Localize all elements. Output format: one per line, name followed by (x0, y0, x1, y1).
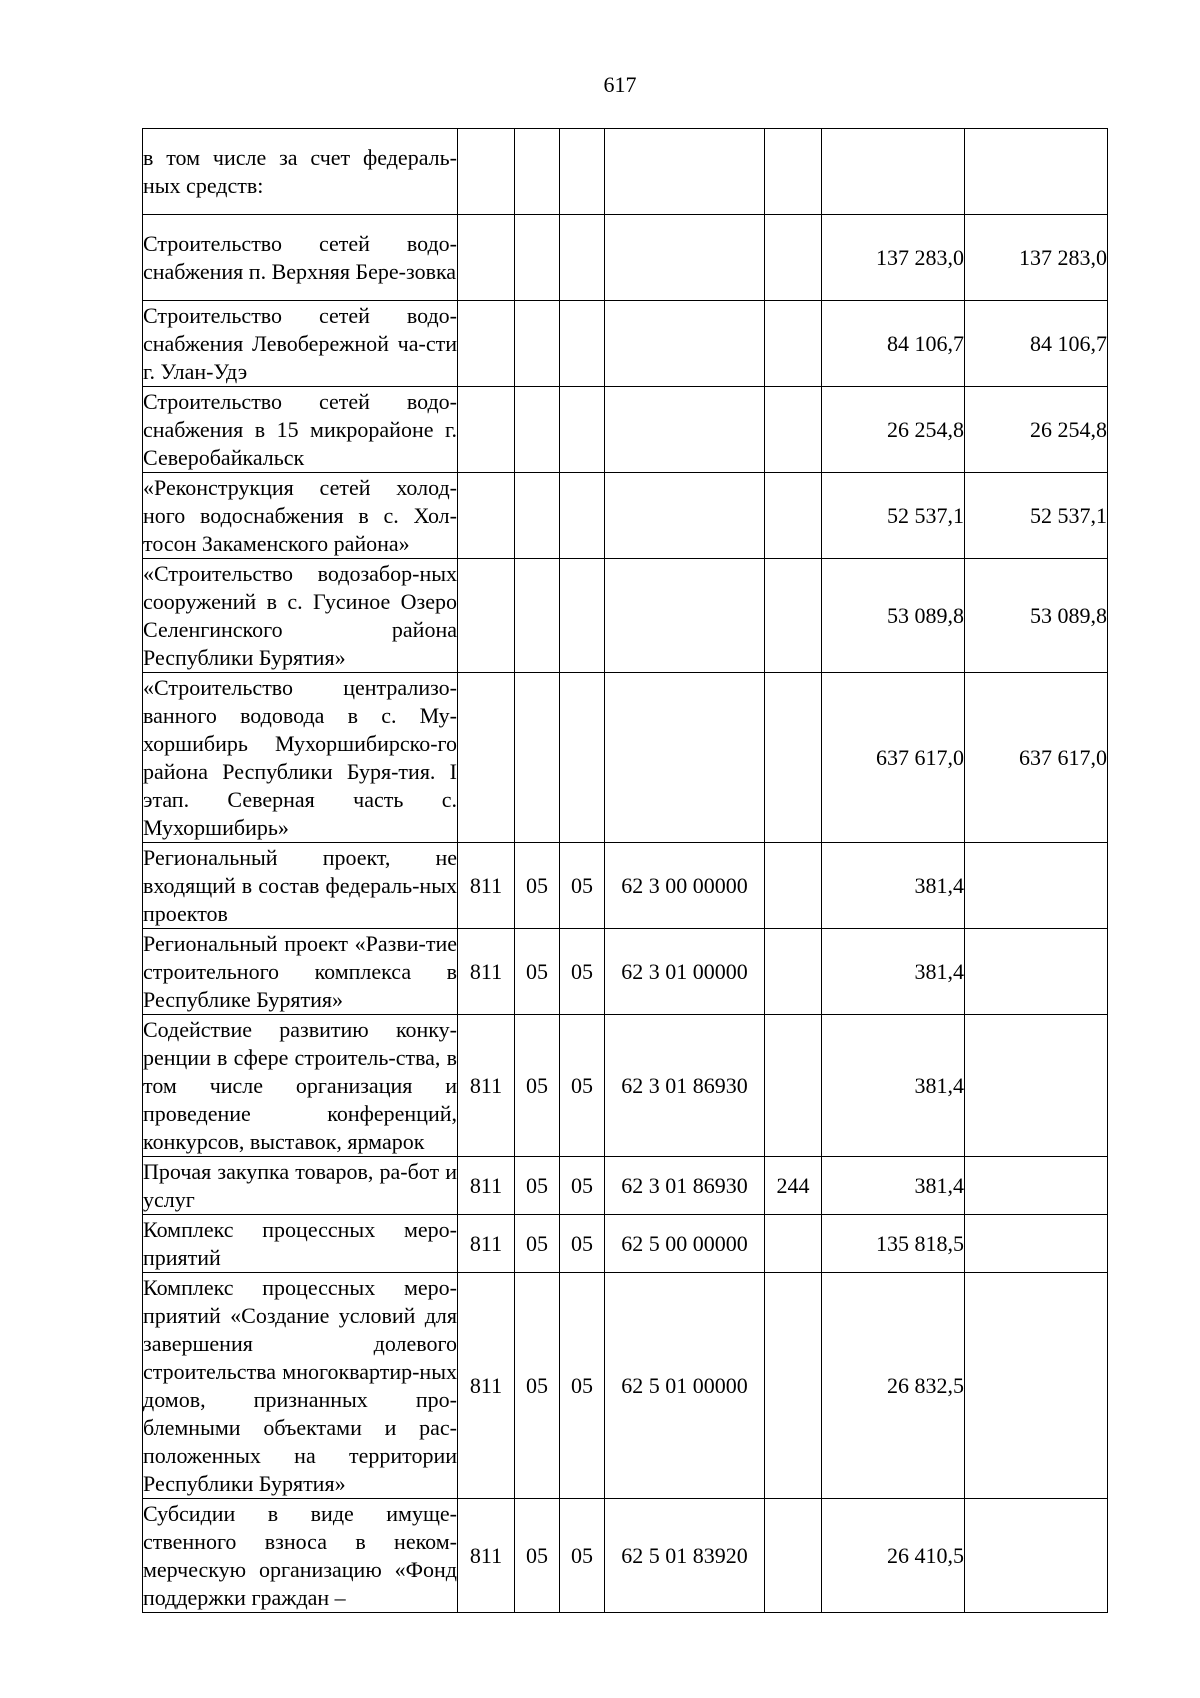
cell-item-name (143, 1273, 458, 1499)
cell-subsection: 05 (560, 929, 605, 1015)
cell-target-article (605, 215, 765, 301)
cell-item-name (143, 1499, 458, 1613)
cell-grbs: 811 (458, 1499, 515, 1613)
cell-expense-type (765, 1215, 822, 1273)
cell-subsection: 05 (560, 1157, 605, 1215)
cell-amount-1: 26 254,8 (822, 387, 965, 473)
cell-section (515, 473, 560, 559)
cell-target-article: 62 3 01 86930 (605, 1015, 765, 1157)
cell-item-name (143, 215, 458, 301)
cell-amount-1 (822, 129, 965, 215)
cell-item-name (143, 1157, 458, 1215)
cell-item-name (143, 1215, 458, 1273)
cell-section (515, 673, 560, 843)
cell-section: 05 (515, 1215, 560, 1273)
cell-target-article (605, 559, 765, 673)
cell-target-article: 62 5 00 00000 (605, 1215, 765, 1273)
item-name-text: Региональный проект, не входящий в состав федераль-ных проектов (143, 844, 457, 926)
item-name-text: «Реконструкция сетей холод-ного водоснабжения в с. Хол-тосон Закаменского района» (143, 474, 457, 556)
cell-section: 05 (515, 1499, 560, 1613)
item-name-text: в том числе за счет федераль-ных средств: (143, 144, 457, 198)
cell-amount-2: 26 254,8 (965, 387, 1108, 473)
cell-target-article (605, 129, 765, 215)
cell-expense-type (765, 301, 822, 387)
cell-section: 05 (515, 929, 560, 1015)
cell-amount-1: 26 832,5 (822, 1273, 965, 1499)
cell-expense-type (765, 215, 822, 301)
cell-grbs: 811 (458, 1215, 515, 1273)
cell-item-name (143, 559, 458, 673)
cell-subsection (560, 387, 605, 473)
table-row (143, 1157, 1108, 1215)
table-row (143, 1499, 1108, 1613)
cell-subsection (560, 673, 605, 843)
cell-grbs: 811 (458, 1157, 515, 1215)
cell-subsection (560, 559, 605, 673)
cell-amount-1: 381,4 (822, 929, 965, 1015)
cell-expense-type (765, 1499, 822, 1613)
cell-target-article: 62 3 00 00000 (605, 843, 765, 929)
cell-target-article: 62 3 01 00000 (605, 929, 765, 1015)
cell-item-name (143, 129, 458, 215)
cell-amount-2 (965, 1157, 1108, 1215)
cell-amount-1: 381,4 (822, 1015, 965, 1157)
table-row (143, 1273, 1108, 1499)
cell-subsection (560, 301, 605, 387)
item-name-text: Содействие развитию конку-ренции в сфере строитель-ства, в том числе организация и проведение конференций, конкурсов, выставок, ярмарок (143, 1016, 457, 1154)
table-row (143, 129, 1108, 215)
cell-amount-2 (965, 843, 1108, 929)
cell-target-article (605, 473, 765, 559)
cell-item-name (143, 843, 458, 929)
table-body (143, 129, 1108, 1613)
table-row (143, 929, 1108, 1015)
cell-grbs (458, 673, 515, 843)
cell-grbs (458, 473, 515, 559)
item-name-text: «Строительство водозабор-ных сооружений в с. Гусиное Озеро Селенгинского района Республики Бурятия» (143, 560, 457, 670)
cell-target-article: 62 3 01 86930 (605, 1157, 765, 1215)
cell-item-name (143, 929, 458, 1015)
cell-section (515, 129, 560, 215)
table-row (143, 673, 1108, 843)
cell-subsection: 05 (560, 843, 605, 929)
cell-grbs (458, 129, 515, 215)
cell-amount-2 (965, 1015, 1108, 1157)
cell-grbs (458, 559, 515, 673)
cell-amount-2: 53 089,8 (965, 559, 1108, 673)
cell-target-article (605, 301, 765, 387)
cell-amount-1: 53 089,8 (822, 559, 965, 673)
cell-target-article (605, 673, 765, 843)
cell-section (515, 301, 560, 387)
table-row (143, 387, 1108, 473)
cell-amount-2 (965, 1215, 1108, 1273)
table-row (143, 1015, 1108, 1157)
cell-amount-1: 137 283,0 (822, 215, 965, 301)
cell-section: 05 (515, 1157, 560, 1215)
cell-amount-1: 381,4 (822, 843, 965, 929)
table-row (143, 843, 1108, 929)
cell-expense-type (765, 473, 822, 559)
cell-amount-2 (965, 1273, 1108, 1499)
cell-grbs: 811 (458, 843, 515, 929)
table-row (143, 1215, 1108, 1273)
item-name-text: Субсидии в виде имуще-ственного взноса в неком-мерческую организацию «Фонд поддержки граждан – (143, 1500, 457, 1610)
cell-expense-type (765, 843, 822, 929)
cell-grbs: 811 (458, 929, 515, 1015)
table-row (143, 301, 1108, 387)
cell-section (515, 559, 560, 673)
cell-target-article: 62 5 01 00000 (605, 1273, 765, 1499)
cell-grbs (458, 215, 515, 301)
cell-subsection: 05 (560, 1499, 605, 1613)
cell-item-name (143, 673, 458, 843)
cell-amount-1: 84 106,7 (822, 301, 965, 387)
cell-section (515, 387, 560, 473)
cell-amount-2: 637 617,0 (965, 673, 1108, 843)
cell-subsection (560, 215, 605, 301)
cell-amount-1: 637 617,0 (822, 673, 965, 843)
cell-amount-2 (965, 1499, 1108, 1613)
item-name-text: Строительство сетей водо-снабжения п. Верхняя Бере-зовка (143, 230, 457, 284)
budget-table (142, 128, 1108, 1613)
cell-expense-type (765, 387, 822, 473)
cell-section: 05 (515, 1273, 560, 1499)
cell-expense-type (765, 673, 822, 843)
cell-item-name (143, 473, 458, 559)
cell-amount-1: 26 410,5 (822, 1499, 965, 1613)
item-name-text: «Строительство централизо-ванного водовода в с. Му-хоршибирь Мухоршибирско-го района Республики Буря-тия. I этап. Северная часть с. Мухоршибирь» (143, 674, 457, 840)
cell-target-article (605, 387, 765, 473)
cell-subsection (560, 129, 605, 215)
table-row (143, 215, 1108, 301)
item-name-text: Региональный проект «Разви-тие строительного комплекса в Республике Бурятия» (143, 930, 457, 1012)
cell-amount-2: 84 106,7 (965, 301, 1108, 387)
cell-item-name (143, 387, 458, 473)
cell-expense-type (765, 129, 822, 215)
cell-expense-type (765, 1273, 822, 1499)
cell-section (515, 215, 560, 301)
cell-amount-2: 52 537,1 (965, 473, 1108, 559)
item-name-text: Строительство сетей водо-снабжения в 15 микрорайоне г. Северобайкальск (143, 388, 457, 470)
cell-grbs (458, 387, 515, 473)
cell-amount-2 (965, 129, 1108, 215)
cell-grbs: 811 (458, 1015, 515, 1157)
item-name-text: Комплекс процессных меро-приятий (143, 1216, 457, 1270)
page-number: 617 (603, 72, 637, 97)
cell-expense-type: 244 (765, 1157, 822, 1215)
cell-target-article: 62 5 01 83920 (605, 1499, 765, 1613)
cell-expense-type (765, 1015, 822, 1157)
cell-amount-2 (965, 929, 1108, 1015)
item-name-text: Комплекс процессных меро-приятий «Создание условий для завершения долевого строительства многоквартир-ных домов, признанных про-блемными объектами и рас-положенных на территории Республики Бурятия» (143, 1274, 457, 1496)
table-row (143, 559, 1108, 673)
cell-grbs (458, 301, 515, 387)
cell-section: 05 (515, 1015, 560, 1157)
cell-expense-type (765, 929, 822, 1015)
cell-amount-1: 135 818,5 (822, 1215, 965, 1273)
cell-subsection: 05 (560, 1273, 605, 1499)
cell-item-name (143, 301, 458, 387)
cell-grbs: 811 (458, 1273, 515, 1499)
cell-item-name (143, 1015, 458, 1157)
cell-subsection: 05 (560, 1015, 605, 1157)
cell-amount-1: 381,4 (822, 1157, 965, 1215)
cell-subsection: 05 (560, 1215, 605, 1273)
cell-expense-type (765, 559, 822, 673)
cell-subsection (560, 473, 605, 559)
cell-section: 05 (515, 843, 560, 929)
table-row (143, 473, 1108, 559)
cell-amount-2: 137 283,0 (965, 215, 1108, 301)
cell-amount-1: 52 537,1 (822, 473, 965, 559)
item-name-text: Прочая закупка товаров, ра-бот и услуг (143, 1158, 457, 1212)
item-name-text: Строительство сетей водо-снабжения Левобережной ча-сти г. Улан-Удэ (143, 302, 457, 384)
